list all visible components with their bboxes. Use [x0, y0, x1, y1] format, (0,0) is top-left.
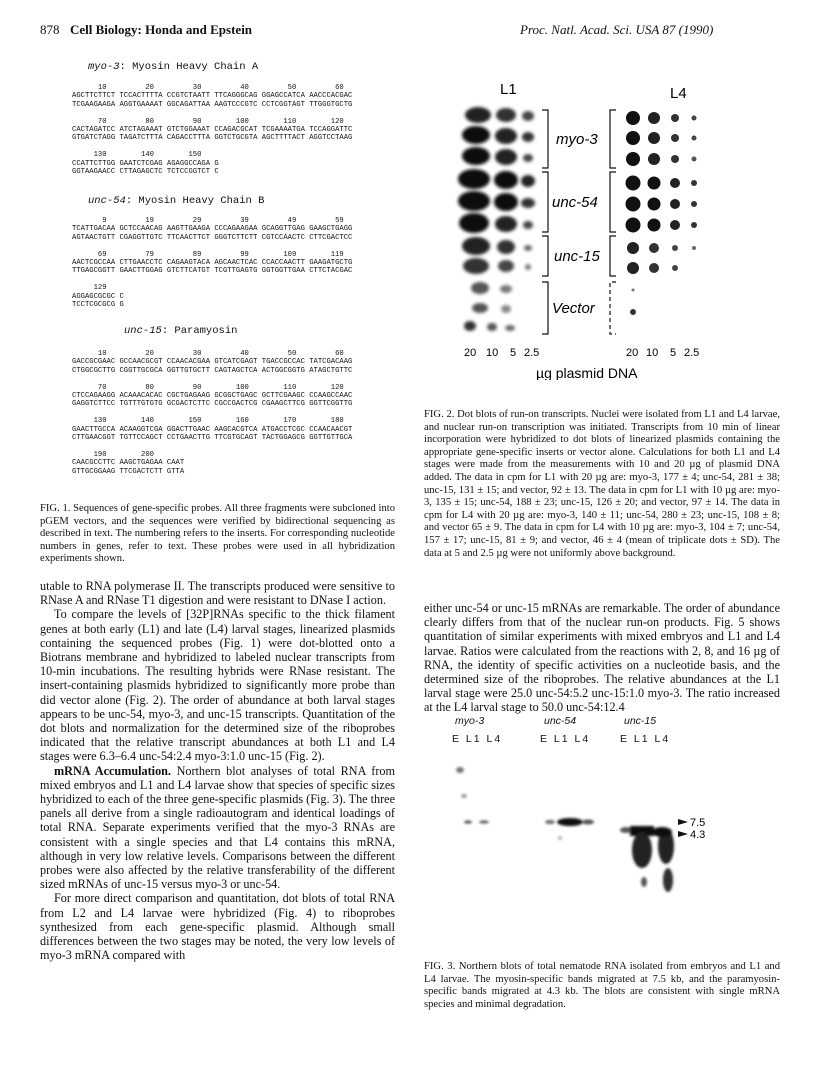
marker-label-4-3: 4.3	[690, 829, 706, 841]
marker-arrow-icon	[678, 831, 688, 837]
tick-label: 20	[464, 347, 477, 359]
right-column-text	[424, 601, 780, 715]
sequence-unc54: 9 19 29 39 49 59 TCATTGACAA GCTCCAACAG AAGTTGAAGA CCCAGAAGAA GCAGGTTGAG GAAGCTGAGG AGTAACTGTT CGAGGTTGTC TTCAACTTCT GGGTCTTCTT CGTCCAACTC CTTCGACTCC 69 79 89 99 109 119 AACTCGCCAA CTTGAACCTC CAGAAGTACA AGCAACTCAC CCACCAACTT GAAGATGCTG TTGAGCGGTT GAACTTGGAG GTCTTCATGT TCGTTGAGTG GGTGGTTGAA CTTCTACGAC 129 AGGAGCGCGC C TCCTCGCGCG G	[72, 217, 353, 310]
fig3-caption: FIG. 3. Northern blots of total nematode RNA isolated from embryos and L1 and L4 larvae. The myosin-specific bands migrated at 7.5 kb, and the paramyosin-specific bands migrated at 4.3 kb. The blots are consistent with single mRNA species and minimal degradation.	[424, 961, 780, 1010]
fig3-lanes-myo3: E L1 L4	[452, 733, 503, 745]
tick-label: 10	[486, 347, 499, 359]
tick-label: 5	[670, 347, 677, 359]
l4-dot-array	[626, 111, 698, 315]
tick-label: 5	[510, 347, 517, 359]
tick-label: 2.5	[524, 347, 540, 359]
tick-label: 2.5	[684, 347, 700, 359]
tick-label: 10	[646, 347, 659, 359]
left-column-text	[40, 579, 395, 962]
fig3-northern-blot	[440, 750, 740, 910]
col-label-l1: L1	[500, 81, 517, 98]
x-axis-label: µg plasmid DNA	[536, 365, 638, 380]
group-label-myo3: myo-3	[556, 131, 598, 148]
running-section: Cell Biology: Honda and Epstein	[70, 22, 253, 37]
tick-label: 20	[626, 347, 639, 359]
seq-title-unc54: unc-54: Myosin Heavy Chain B	[88, 195, 265, 207]
paragraph: either unc-54 or unc-15 mRNAs are remarkable. The order of abundance clearly differs from that of the nuclear run-on products. Fig. 5 shows quantitation of similar experiments with mixed embryos and L1 and L4 larvae. Ratios were calculated from the reactions with 2, 8, and 16 µg of RNA, the identity of specific activities on a nucleotide basis, and the determined size of the riboprobes. The relative abundances at the L1 larval stage were 25.0 unc-54:5.2 unc-15:1.0 myo-3. The ratio increased at the L4 larval stage to 50.0 unc-54:12.4	[424, 601, 780, 715]
sequence-myo3: 10 20 30 40 50 60 AGCTTCTTCT TCCACTTTTA CCGTCTAATT TTCAGGGCAG GGAGCCATCA AACCCACGAC TCGAAGAAGA AGGTGAAAAT GGCAGATTAA AAGTCCCGTC CCTCGGTAGT TTGGGTGCTG 70 80 90 100 110 120 CACTAGATCC ATCTAGAAAT GTCTGGAAAT CCAGACGCAT TCGAAAATGA TCCAGGATTC GTGATCTAGG TAGATCTTTA CAGACCTTTA GGTCTGCGTA AGCTTTTACT AGGTCCTAAG 130 140 150 CCATTCTTGG GAATCTCGAG AGAGGCCAGA G GGTAAGAACC CTTAGAGCTC TCTCCGGTCT C	[72, 84, 353, 177]
seq-title-myo3: myo-3: Myosin Heavy Chain A	[88, 61, 259, 73]
seq-title-unc15: unc-15: Paramyosin	[124, 325, 238, 337]
page-number: 878	[40, 22, 60, 37]
group-label-unc54: unc-54	[552, 194, 598, 211]
paragraph: mRNA Accumulation. Northern blot analyses of total RNA from mixed embryos and L1 and L4 larvae show that species of specific sizes hybridized to each of the three gene-specific plasmids (Fig. 3). The three panels all derive from a single radioautogram and identical loadings of total RNA. Separate experiments verified that the myo-3 RNAs are consistent with a single species and that L4 contains this mRNA, although in very low relative levels. Comparisons between the different probes were also affected by the relative transferability of the different sized mRNAs of unc-15 versus myo-3 or unc-54.	[40, 763, 395, 892]
paragraph: utable to RNA polymerase II. The transcripts produced were sensitive to RNase A and RNase T1 digestion and were resistant to DNase I action.	[40, 579, 395, 608]
col-label-l4: L4	[670, 85, 687, 102]
fig2-dot-blot	[430, 80, 790, 380]
l1-dot-array	[458, 107, 535, 331]
journal-ref: Proc. Natl. Acad. Sci. USA 87 (1990)	[520, 22, 714, 37]
marker-arrow-icon	[678, 819, 688, 825]
fig2-caption: FIG. 2. Dot blots of run-on transcripts. Nuclei were isolated from L1 and L4 larvae, and nuclear run-on transcription was initiated. Transcripts from 10 min of linear incorporation were hybridized to dot blots of linearized plasmids containing the appropriate gene-specific inserts or vector alone. Calculations for both L1 and L4 stages were made from the measurements with 10 and 20 µg of plasmid DNA added. The data in cpm for L1 with 20 µg are: myo-3, 177 ± 4; unc-54, 281 ± 38; unc-15, 131 ± 15; and vector, 92 ± 13. The data in cpm for L1 with 10 µg are: myo-3, 135 ± 15; unc-54, 188 ± 23; unc-15, 126 ± 20; and vector, 97 ± 14. The data in cpm for L4 with 20 µg are: myo-3, 140 ± 11; unc-54, 280 ± 23; unc-15, 108 ± 8; and vector 65 ± 9. The data in cpm for L4 with 10 µg are: myo-3, 104 ± 7; unc-54, 157 ± 17; unc-15, 81 ± 9; and vector, 46 ± 4 (mean of triplicate dots ± SD). The data at 5 and 2.5 µg were not uniformly above background.	[424, 409, 780, 559]
paragraph: To compare the levels of [32P]RNAs specific to the thick filament genes at both early (L1) and late (L4) larval stages, linearized plasmids containing the sequenced probes (Fig. 1) were dot-blotted onto a Biotrans membrane and hybridized to labeled nuclear transcripts from 10-min incubations. The resulting hybrids were RNase resistant. The insert-containing plasmids hybridized to significantly more probe than did vector alone (Fig. 2). The order of abundance at both larval stages appears to be unc-54, myo-3, and unc-15 transcripts. Quantitation of the dot blots and normalization for the determined size of the riboprobes indicated that the relative transcript abundances at both L1 and L4 stages were 6.3–6.4 unc-54:2.4 myo-3:1.0 unc-15 (Fig. 2).	[40, 607, 395, 764]
fig1-caption: FIG. 1. Sequences of gene-specific probes. All three fragments were subcloned into pGEM vectors, and the sequences were verified by bidirectional sequencing as described in text. The numbering refers to the inserts. For corresponding nucleotide numbers in genes, refer to text. These probes were used in all hybridization experiments shown.	[40, 503, 395, 565]
fig3-panel-unc54: unc-54	[544, 715, 577, 727]
fig3-panel-myo3: myo-3	[455, 715, 485, 727]
fig3-lanes-unc54: E L1 L4	[540, 733, 591, 745]
group-label-unc15: unc-15	[554, 248, 600, 265]
sequence-unc15: 10 20 30 40 50 60 GACCGCGAAC GCCAACGCGT CCAACACGAA GTCATCGAGT TGACCGCCAC TATCGACAAG CTGGCGCTTG CGGTTGCGCA GGTTGTGCTT CAGTAGCTCA ACTGGCGGTG ATAGCTGTTC 70 80 90 100 110 120 CTCCAGAAGG ACAAACACAC CGCTGAGAAG GCGGCTGAGC GCTTCGAAGC CCAAGCCAAC GAGGTCTTCC TGTTTGTGTG GCGACTCTTC CGCCGACTCG CGAAGCTTCG GGTTCGGTTG 130 140 150 160 170 180 GAACTTGCCA ACAAGGTCGA GGACTTGAAC AAGCACGTCA ATGACCTCGC CCAACAACGT CTTGAACGGT TGTTCCAGCT CCTGAACTTG TTCGTGCAGT TACTGGAGCG GGTTGTTGCA 190 200 CAACGCCTTC AAGCTGAGAA CAAT GTTGCGGAAG TTCGACTCTT GTTA	[72, 350, 353, 476]
fig3-lanes-unc15: E L1 L4	[620, 733, 671, 745]
paragraph: For more direct comparison and quantitation, dot blots of total RNA from L2 and L4 larvae were hybridized (Fig. 4) to riboprobes synthesized from each gene-specific plasmid. Although small differences between the two stages may be noted, the very low levels of myo-3 mRNA compared with	[40, 891, 395, 963]
marker-label-7-5: 7.5	[690, 817, 706, 829]
group-label-vector: Vector	[552, 300, 595, 317]
section-heading: mRNA Accumulation.	[54, 763, 171, 778]
fig3-panel-unc15: unc-15	[624, 715, 657, 727]
